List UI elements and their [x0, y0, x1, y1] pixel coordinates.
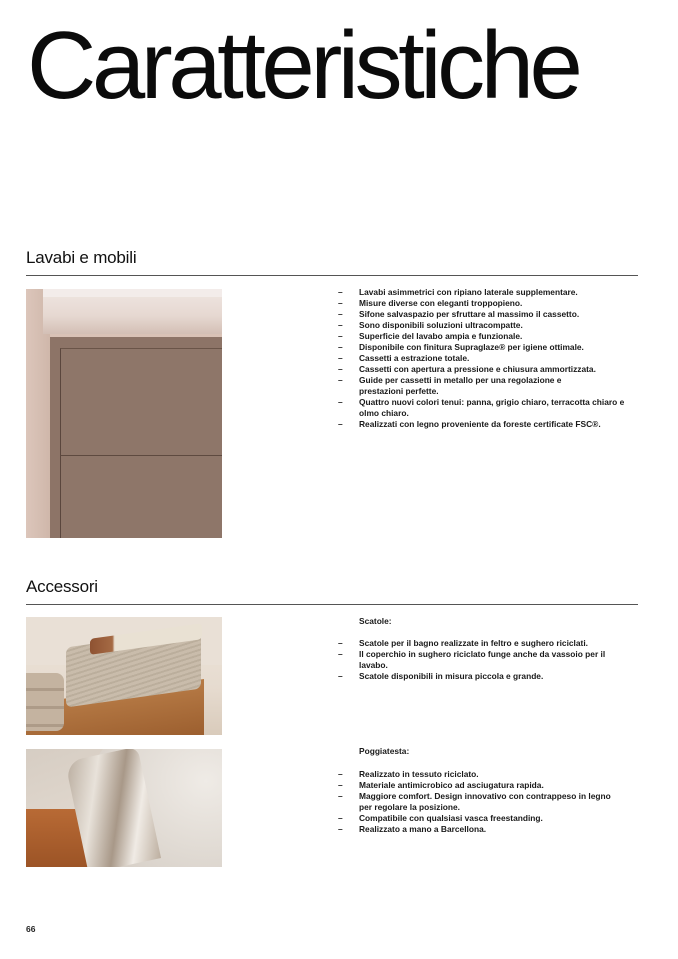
dash-bullet: –	[338, 824, 343, 834]
list-item: – Realizzato in tessuto riciclato.	[338, 769, 479, 779]
dash-bullet: –	[338, 769, 343, 779]
list-item: – Il coperchio in sughero riciclato funge anche da vassoio per il lavabo.	[338, 649, 606, 670]
dash-bullet: –	[338, 638, 343, 648]
dash-bullet: –	[338, 309, 343, 319]
page-number: 66	[26, 924, 36, 934]
section-divider	[26, 275, 638, 276]
list-item: – Realizzato a mano a Barcellona.	[338, 824, 487, 834]
dash-bullet: –	[338, 298, 343, 308]
subheading-poggiatesta: Poggiatesta:	[359, 746, 410, 756]
list-item: – Materiale antimicrobico ad asciugatura rapida.	[338, 780, 544, 790]
section-divider	[26, 604, 638, 605]
features-list-scatole	[338, 638, 638, 682]
page-title: Caratteristiche	[27, 12, 579, 119]
list-item: – Sono disponibili soluzioni ultracompatte.	[338, 320, 523, 330]
section-heading-accessori: Accessori	[26, 577, 98, 596]
dash-bullet: –	[338, 287, 343, 297]
dash-bullet: –	[338, 397, 343, 407]
dash-bullet: –	[338, 320, 343, 330]
washbasin-top	[43, 289, 222, 297]
cabinet-drawers-photo	[26, 289, 222, 538]
drawer-upper	[60, 348, 222, 455]
dash-bullet: –	[338, 353, 343, 363]
features-list-lavabi	[338, 287, 638, 430]
list-item: – Superficie del lavabo ampia e funzionale.	[338, 331, 523, 341]
dash-bullet: –	[338, 375, 343, 385]
list-item: – Maggiore comfort. Design innovativo con contrappeso in legno per regolare la posizione.	[338, 791, 611, 812]
list-item: – Guide per cassetti in metallo per una regolazione e prestazioni perfette.	[338, 375, 562, 396]
list-item: – Scatole per il bagno realizzate in feltro e sughero riciclati.	[338, 638, 588, 648]
list-item: – Cassetti a estrazione totale.	[338, 353, 470, 363]
section-heading-lavabi-e-mobili: Lavabi e mobili	[26, 248, 137, 267]
dash-bullet: –	[338, 813, 343, 823]
list-item: – Disponibile con finitura Supraglaze® per igiene ottimale.	[338, 342, 584, 352]
dash-bullet: –	[338, 671, 343, 681]
headrest-photo	[26, 749, 222, 867]
list-item: – Sifone salvaspazio per sfruttare al massimo il cassetto.	[338, 309, 580, 319]
dash-bullet: –	[338, 364, 343, 374]
storage-box-photo	[26, 617, 222, 735]
list-item: – Quattro nuovi colori tenui: panna, grigio chiaro, terracotta chiaro e olmo chiaro.	[338, 397, 625, 418]
list-item: – Compatibile con qualsiasi vasca freestanding.	[338, 813, 543, 823]
dash-bullet: –	[338, 791, 343, 801]
dash-bullet: –	[338, 649, 343, 659]
features-list-poggiatesta	[338, 769, 638, 835]
folded-towels	[26, 673, 64, 731]
list-item: – Lavabi asimmetrici con ripiano laterale supplementare.	[338, 287, 578, 297]
list-item: – Realizzati con legno proveniente da foreste certificate FSC®.	[338, 419, 601, 429]
dash-bullet: –	[338, 342, 343, 352]
subheading-scatole: Scatole:	[359, 616, 392, 626]
dash-bullet: –	[338, 331, 343, 341]
dash-bullet: –	[338, 780, 343, 790]
list-item: – Misure diverse con eleganti troppopieno.	[338, 298, 523, 308]
dash-bullet: –	[338, 419, 343, 429]
list-item: – Scatole disponibili in misura piccola e grande.	[338, 671, 544, 681]
drawer-lower	[60, 455, 222, 538]
list-item: – Cassetti con apertura a pressione e chiusura ammortizzata.	[338, 364, 596, 374]
